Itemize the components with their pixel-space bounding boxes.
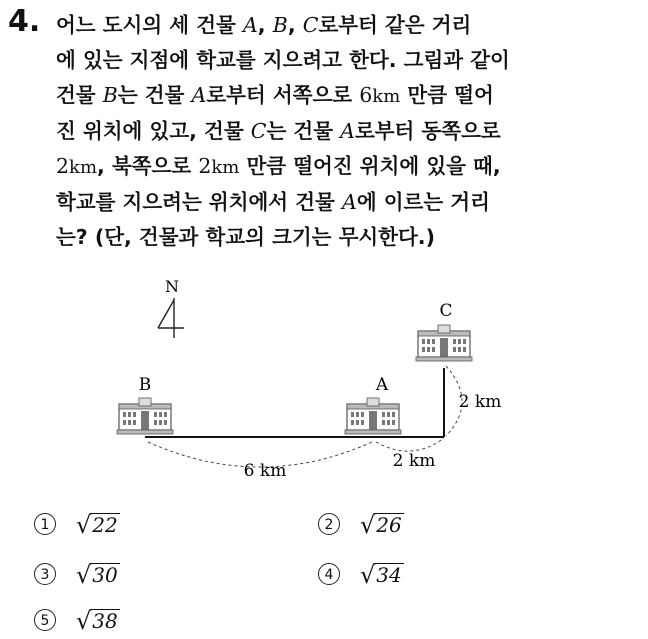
text-run: 로부터 같은 거리 [318,13,472,37]
math-variable: C [302,13,319,37]
choice-2[interactable] [318,510,404,539]
choice-marker: 3 [34,563,56,585]
text-run: 로부터 동쪽으로 [354,119,501,143]
building-b-label: B [138,375,152,395]
text-run: , [287,13,303,37]
text-run: 건물 [56,83,103,107]
question-line [56,78,616,114]
question-line [56,185,616,220]
math-number: 2 [198,154,212,178]
choice-marker: 2 [318,513,340,535]
unit-label: km [69,157,98,178]
unit-label: km [372,86,401,107]
text-run: 로부터 서쪽으로 [206,83,360,107]
math-variable: A [342,190,357,214]
choice-5[interactable] [34,606,120,635]
north-arrow-icon [158,298,184,338]
text-run: 진 위치에 있고, 건물 [56,119,251,143]
choice-value: √ 30 [76,560,118,589]
question-line [56,220,616,255]
building-c-icon [416,325,472,361]
building-c-label: C [439,301,453,321]
choice-marker: 1 [34,513,56,535]
distance-6km-label: 6 km [243,461,287,481]
building-a-icon [345,398,401,434]
north-label: N [165,277,179,296]
choice-marker: 4 [318,563,340,585]
math-number: 2 [56,154,70,178]
question-line [56,43,616,78]
building-a-label: A [375,375,389,395]
question-number: 4. [8,4,41,39]
math-variable: A [340,119,355,143]
choice-value: √ 34 [360,560,402,589]
distance-2km-east-label: 2 km [392,451,436,471]
choice-marker: 5 [34,609,56,631]
question-line [56,149,616,185]
math-variable: A [242,13,258,37]
text-run: 에 이르는 거리 [356,190,490,214]
text-run: 는 건물 [117,83,192,107]
text-run: 는 건물 [266,119,341,143]
choice-value: √ 22 [76,510,118,539]
text-run: 학교를 지으려는 위치에서 건물 [56,190,342,214]
math-number: 6 [359,83,373,107]
map-figure [0,270,648,485]
math-variable: B [272,13,288,37]
math-variable: C [250,119,267,143]
math-variable: A [191,83,207,107]
text-run: 만큼 떨어 [400,83,494,107]
choice-value: √ 26 [360,510,402,539]
unit-label: km [211,157,240,178]
choice-value: √ 38 [76,606,118,635]
choice-3[interactable] [34,560,120,589]
question-line [56,8,616,43]
arc-2km-east [376,438,444,451]
text-run: , [257,13,273,37]
text-run: , 북쪽으로 [97,154,199,178]
distance-2km-north-label: 2 km [458,392,502,412]
text-run: 어느 도시의 세 건물 [56,13,243,37]
choice-1[interactable] [34,510,120,539]
text-run: 에 있는 지점에 학교를 지으려고 한다. 그림과 같이 [56,48,510,72]
text-run: 는? (단, 건물과 학교의 크기는 무시한다.) [56,225,435,249]
building-b-icon [117,398,173,434]
math-variable: B [102,83,118,107]
choice-4[interactable] [318,560,404,589]
question-text [56,8,616,255]
question-line [56,114,616,149]
text-run: 만큼 떨어진 위치에 있을 때, [239,154,501,178]
